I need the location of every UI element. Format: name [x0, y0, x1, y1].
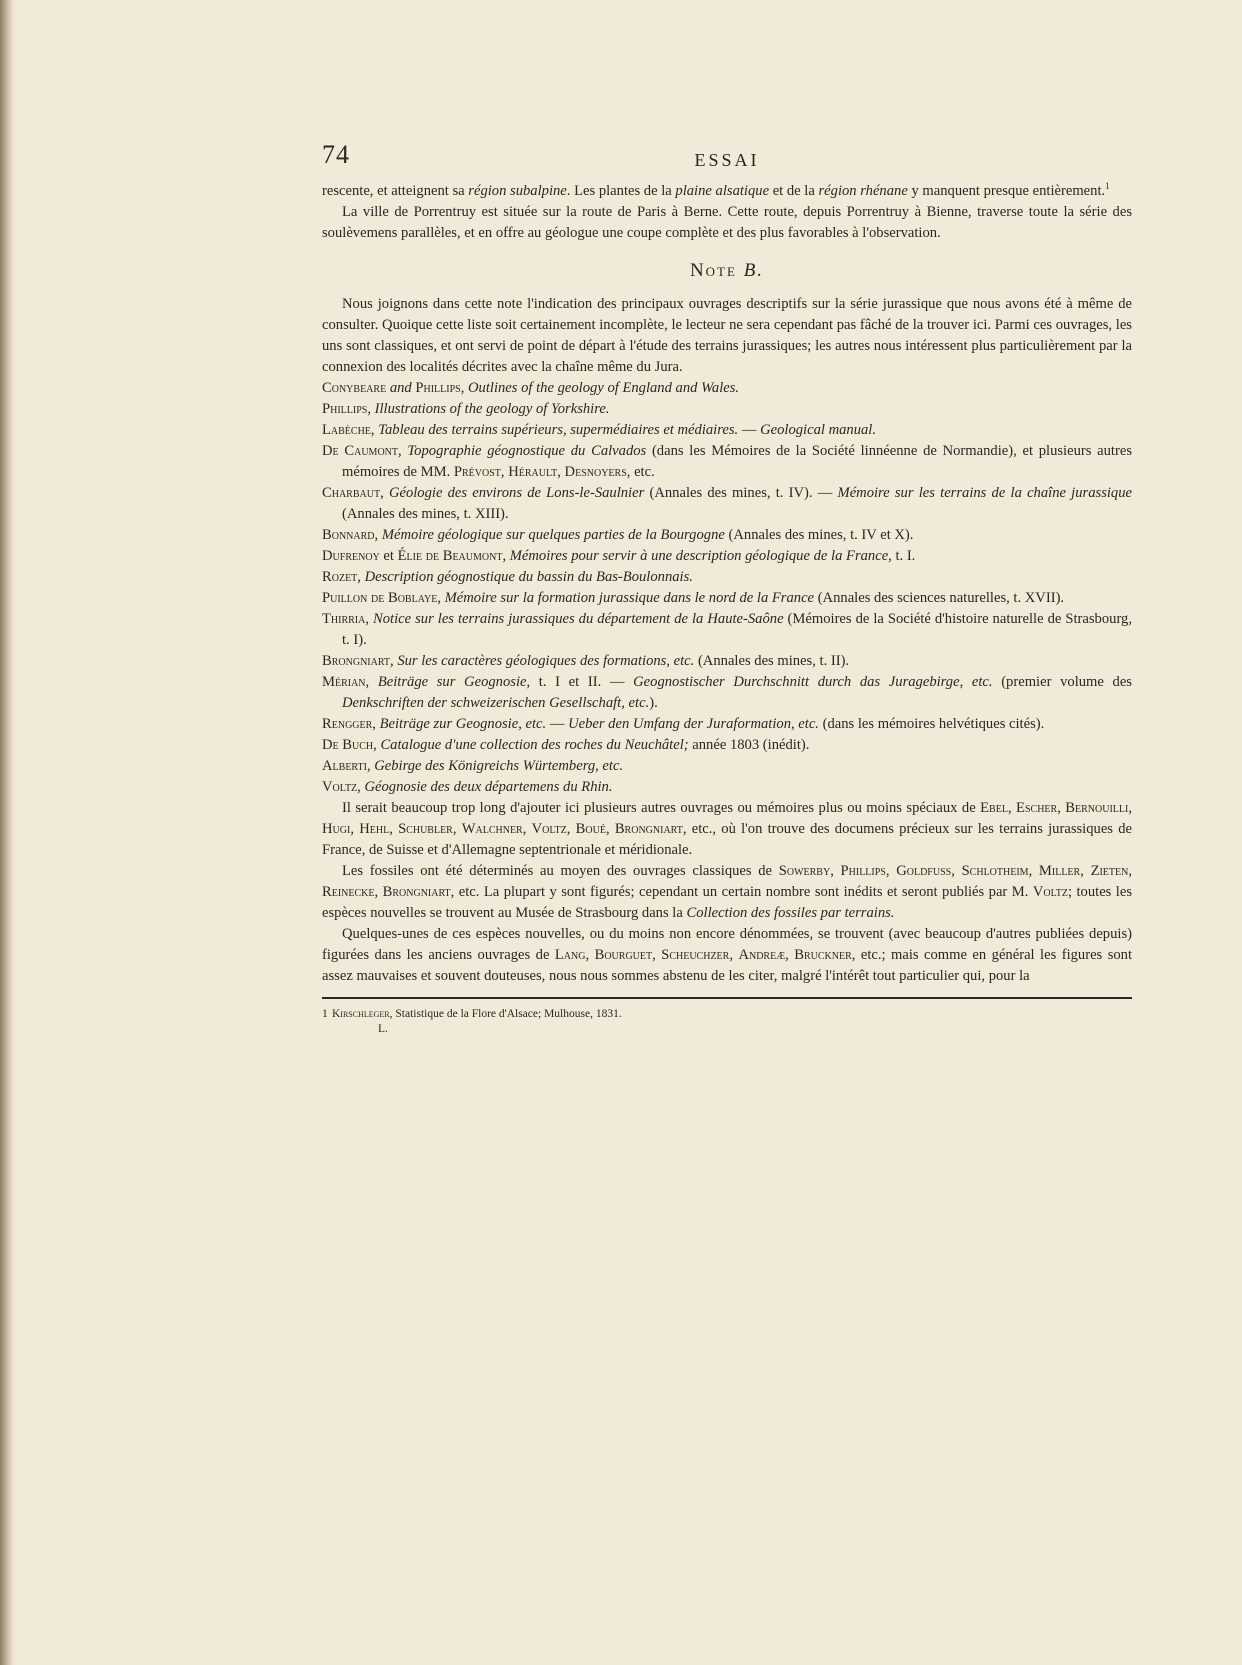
reference-entry: Charbaut, Géologie des environs de Lons-le-Saulnier (Annales des mines, t. IV). — Mémoire sur les terrains de la chaîne jurassique (Annales des mines, t. XIII).	[322, 484, 1132, 522]
intro-paragraph-1: rescente, et atteignent sa région subalpine. Les plantes de la plaine alsatique et de la région rhénane y manquent presque entièrement.$^1$	[322, 181, 1110, 199]
reference-entry: De Buch, Catalogue d'une collection des roches du Neuchâtel; année 1803 (inédit).	[322, 736, 810, 753]
footnote-signature: L.	[378, 1022, 388, 1035]
closing-paragraph: Il serait beaucoup trop long d'ajouter ici plusieurs autres ouvrages ou mémoires plus ou moins spéciaux de Ebel, Escher, Bernouilli, Hugi, Hehl, Schubler, Walchner, Voltz, Boué, Brongniart, etc., où l'on trouve des documens précieux sur les terrains jurassiques de France, de Suisse et d'Allemagne septentrionale et méridionale.	[322, 799, 1133, 858]
intro-paragraph-2: La ville de Porrentruy est située sur la route de Paris à Berne. Cette route, depuis Porrentruy à Bienne, traverse toute la série des soulèvemens parallèles, et en offre au géologue une coupe complète et des plus favorables à l'observation.	[322, 203, 1132, 241]
reference-entry: Labèche, Tableau des terrains supérieurs, supermédiaires et médiaires. — Geological manual.	[322, 421, 877, 438]
reference-entry: Phillips, Illustrations of the geology of Yorkshire.	[322, 400, 610, 417]
note-title: Note B.	[689, 259, 765, 281]
footnote-rule	[322, 997, 1132, 999]
reference-entry: Dufrenoy et Élie de Beaumont, Mémoires pour servir à une description géologique de la France, t. I.	[322, 547, 916, 564]
reference-entry: Conybeare and Phillips, Outlines of the geology of England and Wales.	[322, 379, 740, 396]
closing-paragraph: Les fossiles ont été déterminés au moyen des ouvrages classiques de Sowerby, Phillips, Goldfuss, Schlotheim, Miller, Zieten, Reinecke, Brongniart, etc. La plupart y sont figurés; cependant un certain nombre sont inédits et seront publiés par M. Voltz; toutes les espèces nouvelles se trouvent au Musée de Strasbourg dans la Collection des fossiles par terrains.	[322, 862, 1133, 921]
reference-entry: De Caumont, Topographie géognostique du Calvados (dans les Mémoires de la Société linnéenne de Normandie), et plusieurs autres mémoires de MM. Prévost, Hérault, Desnoyers, etc.	[322, 442, 1133, 480]
reference-entry: Brongniart, Sur les caractères géologiques des formations, etc. (Annales des mines, t. II).	[322, 652, 850, 669]
reference-entry: Rengger, Beiträge zur Geognosie, etc. — Ueber den Umfang der Juraformation, etc. (dans les mémoires helvétiques cités).	[322, 715, 1045, 732]
closing-paragraphs	[322, 798, 1132, 987]
page-number: 74	[322, 140, 350, 169]
footnote-marker: 1	[1105, 181, 1110, 191]
reference-entry: Thirria, Notice sur les terrains jurassiques du département de la Haute-Saône (Mémoires de la Société d'histoire naturelle de Strasbourg, t. I).	[322, 610, 1132, 648]
page-header	[322, 140, 1132, 176]
closing-paragraph: Quelques-unes de ces espèces nouvelles, ou du moins non encore dénommées, se trouvent (avec beaucoup d'autres publiées depuis) figurées dans les anciens ouvrages de Lang, Bourguet, Scheuchzer, Andreæ, Bruckner, etc.; mais comme en général les figures sont assez mauvaises et souvent douteuses, nous nous sommes abstenu de les citer, malgré l'intérêt tout particulier qui, pour la	[322, 925, 1133, 984]
book-page	[322, 140, 1132, 1035]
reference-entry: Bonnard, Mémoire géologique sur quelques parties de la Bourgogne (Annales des mines, t. IV et X).	[322, 526, 914, 543]
reference-entry: Voltz, Géognosie des deux départemens du Rhin.	[322, 778, 613, 795]
note-intro: Nous joignons dans cette note l'indication des principaux ouvrages descriptifs sur la série jurassique que nous avons été à même de consulter. Quoique cette liste soit certainement incomplète, le lecteur ne sera cependant pas fâché de la trouver ici. Parmi ces ouvrages, les uns sont classiques, et ont servi de point de départ à l'étude des terrains jurassiques; les autres nous intéressent plus particulièrement par la connexion des localités décrites avec la chaîne même du Jura.	[322, 295, 1132, 375]
reference-entry: Mérian, Beiträge sur Geognosie, t. I et II. — Geognostischer Durchschnitt durch das Juragebirge, etc. (premier volume des Denkschriften der schweizerischen Gesellschaft, etc.).	[322, 673, 1132, 711]
reference-entry: Alberti, Gebirge des Königreichs Würtemberg, etc.	[322, 757, 624, 774]
running-title: ESSAI	[694, 150, 760, 170]
references-list	[322, 378, 1132, 798]
footnote: 1 Kirschleger, Statistique de la Flore d'Alsace; Mulhouse, 1831.	[322, 1007, 622, 1020]
reference-entry: Rozet, Description géognostique du bassin du Bas-Boulonnais.	[322, 568, 693, 585]
page-edge-shadow	[0, 0, 14, 1665]
reference-entry: Puillon de Boblaye, Mémoire sur la formation jurassique dans le nord de la France (Annales des sciences naturelles, t. XVII).	[322, 589, 1065, 606]
